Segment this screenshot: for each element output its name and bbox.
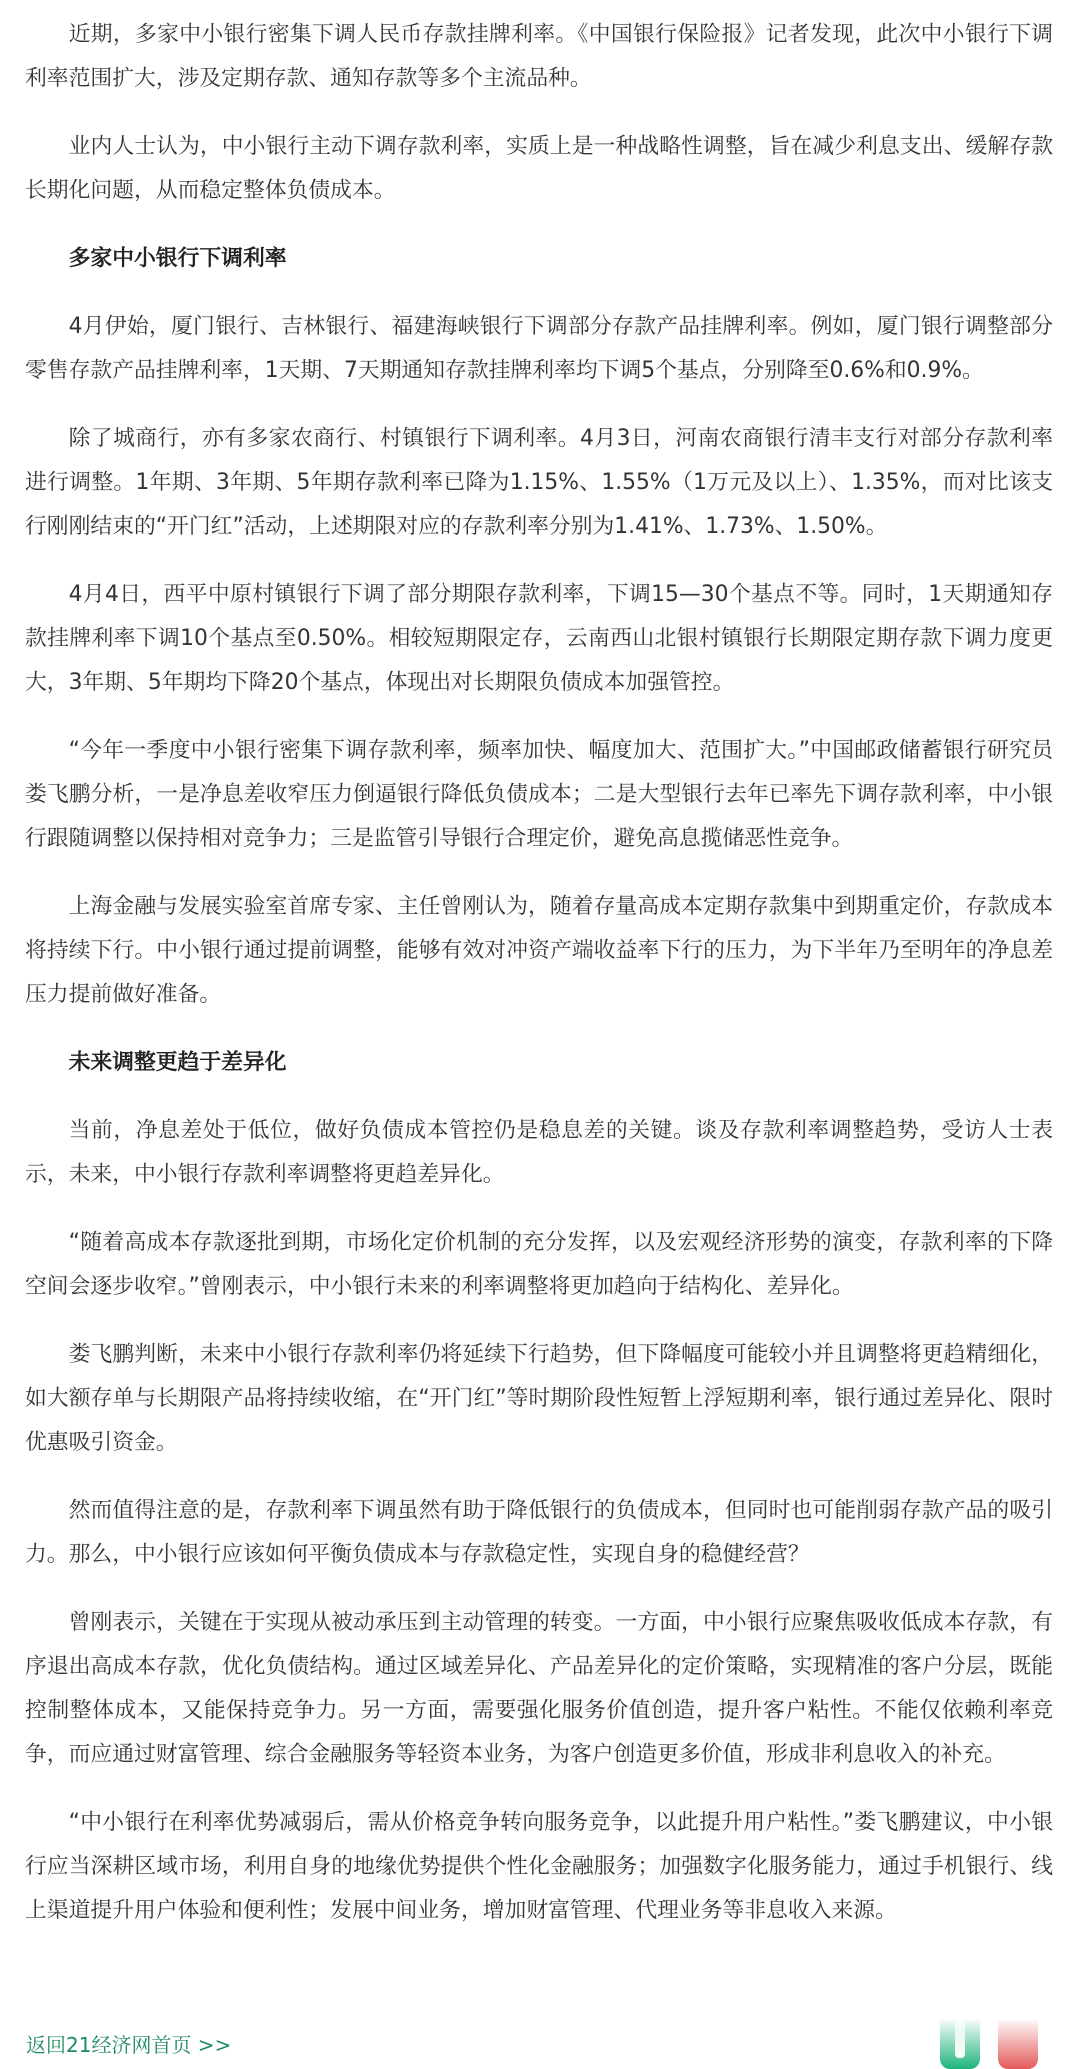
back-to-homepage-link[interactable]: 返回21经济网首页 >> <box>26 2033 232 2057</box>
paragraph: “今年一季度中小银行密集下调存款利率，频率加快、幅度加大、范围扩大。”中国邮政储蓄银行研究员娄飞鹏分析，一是净息差收窄压力倒逼银行降低负债成本；二是大型银行去年已率先下调存款利率，中小银行跟随调整以保持相对竞争力；三是监管引导银行合理定价，避免高息揽储恶性竞争。 <box>25 738 1053 851</box>
section-heading: 未来调整更趋于差异化 <box>68 1050 287 1075</box>
green-bar-icon <box>940 2020 980 2069</box>
article-body <box>25 13 1053 1957</box>
paragraph: 曾刚表示，关键在于实现从被动承压到主动管理的转变。一方面，中小银行应聚焦吸收低成本存款，有序退出高成本存款，优化负债结构。通过区域差异化、产品差异化的定价策略，实现精准的客户分层，既能控制整体成本，又能保持竞争力。另一方面，需要强化服务价值创造，提升客户粘性。不能仅依赖利率竞争，而应通过财富管理、综合金融服务等轻资本业务，为客户创造更多价值，形成非利息收入的补充。 <box>25 1610 1053 1767</box>
paragraph: 娄飞鹏判断，未来中小银行存款利率仍将延续下行趋势，但下降幅度可能较小并且调整将更趋精细化，如大额存单与长期限产品将持续收缩，在“开门红”等时期阶段性短暂上浮短期利率，银行通过差异化、限时优惠吸引资金。 <box>25 1342 1053 1455</box>
paragraph: 4月伊始，厦门银行、吉林银行、福建海峡银行下调部分存款产品挂牌利率。例如，厦门银行调整部分零售存款产品挂牌利率，1天期、7天期通知存款挂牌利率均下调5个基点，分别降至0.6%和0.9%。 <box>25 314 1053 383</box>
paragraph: “随着高成本存款逐批到期，市场化定价机制的充分发挥，以及宏观经济形势的演变，存款利率的下降空间会逐步收窄。”曾刚表示，中小银行未来的利率调整将更加趋向于结构化、差异化。 <box>25 1230 1053 1299</box>
section-heading: 多家中小银行下调利率 <box>68 246 287 271</box>
paragraph: 当前，净息差处于低位，做好负债成本管控仍是稳息差的关键。谈及存款利率调整趋势，受访人士表示，未来，中小银行存款利率调整将更趋差异化。 <box>25 1118 1053 1187</box>
floating-widget[interactable] <box>940 2020 1060 2069</box>
paragraph: 除了城商行，亦有多家农商行、村镇银行下调利率。4月3日，河南农商银行清丰支行对部分存款利率进行调整。1年期、3年期、5年期存款利率已降为1.15%、1.55%（1万元及以上）、1.35%，而对比该支行刚刚结束的“开门红”活动，上述期限对应的存款利率分别为1.41%、1.73%、1.50%。 <box>25 426 1053 539</box>
paragraph: 近期，多家中小银行密集下调人民币存款挂牌利率。《中国银行保险报》记者发现，此次中小银行下调利率范围扩大，涉及定期存款、通知存款等多个主流品种。 <box>25 22 1053 91</box>
paragraph: 业内人士认为，中小银行主动下调存款利率，实质上是一种战略性调整，旨在减少利息支出、缓解存款长期化问题，从而稳定整体负债成本。 <box>25 134 1053 203</box>
paragraph: “中小银行在利率优势减弱后，需从价格竞争转向服务竞争，以此提升用户粘性。”娄飞鹏建议，中小银行应当深耕区域市场，利用自身的地缘优势提供个性化金融服务；加强数字化服务能力，通过手机银行、线上渠道提升用户体验和便利性；发展中间业务，增加财富管理、代理业务等非息收入来源。 <box>25 1810 1053 1923</box>
red-bar-icon <box>998 2020 1038 2069</box>
paragraph: 然而值得注意的是，存款利率下调虽然有助于降低银行的负债成本，但同时也可能削弱存款产品的吸引力。那么，中小银行应该如何平衡负债成本与存款稳定性，实现自身的稳健经营？ <box>25 1498 1053 1567</box>
paragraph: 4月4日，西平中原村镇银行下调了部分期限存款利率，下调15—30个基点不等。同时，1天期通知存款挂牌利率下调10个基点至0.50%。相较短期限定存，云南西山北银村镇银行长期限定期存款下调力度更大，3年期、5年期均下降20个基点，体现出对长期限负债成本加强管控。 <box>25 582 1053 695</box>
paragraph: 上海金融与发展实验室首席专家、主任曾刚认为，随着存量高成本定期存款集中到期重定价，存款成本将持续下行。中小银行通过提前调整，能够有效对冲资产端收益率下行的压力，为下半年乃至明年的净息差压力提前做好准备。 <box>25 894 1053 1007</box>
faint-watermark <box>880 2032 930 2062</box>
